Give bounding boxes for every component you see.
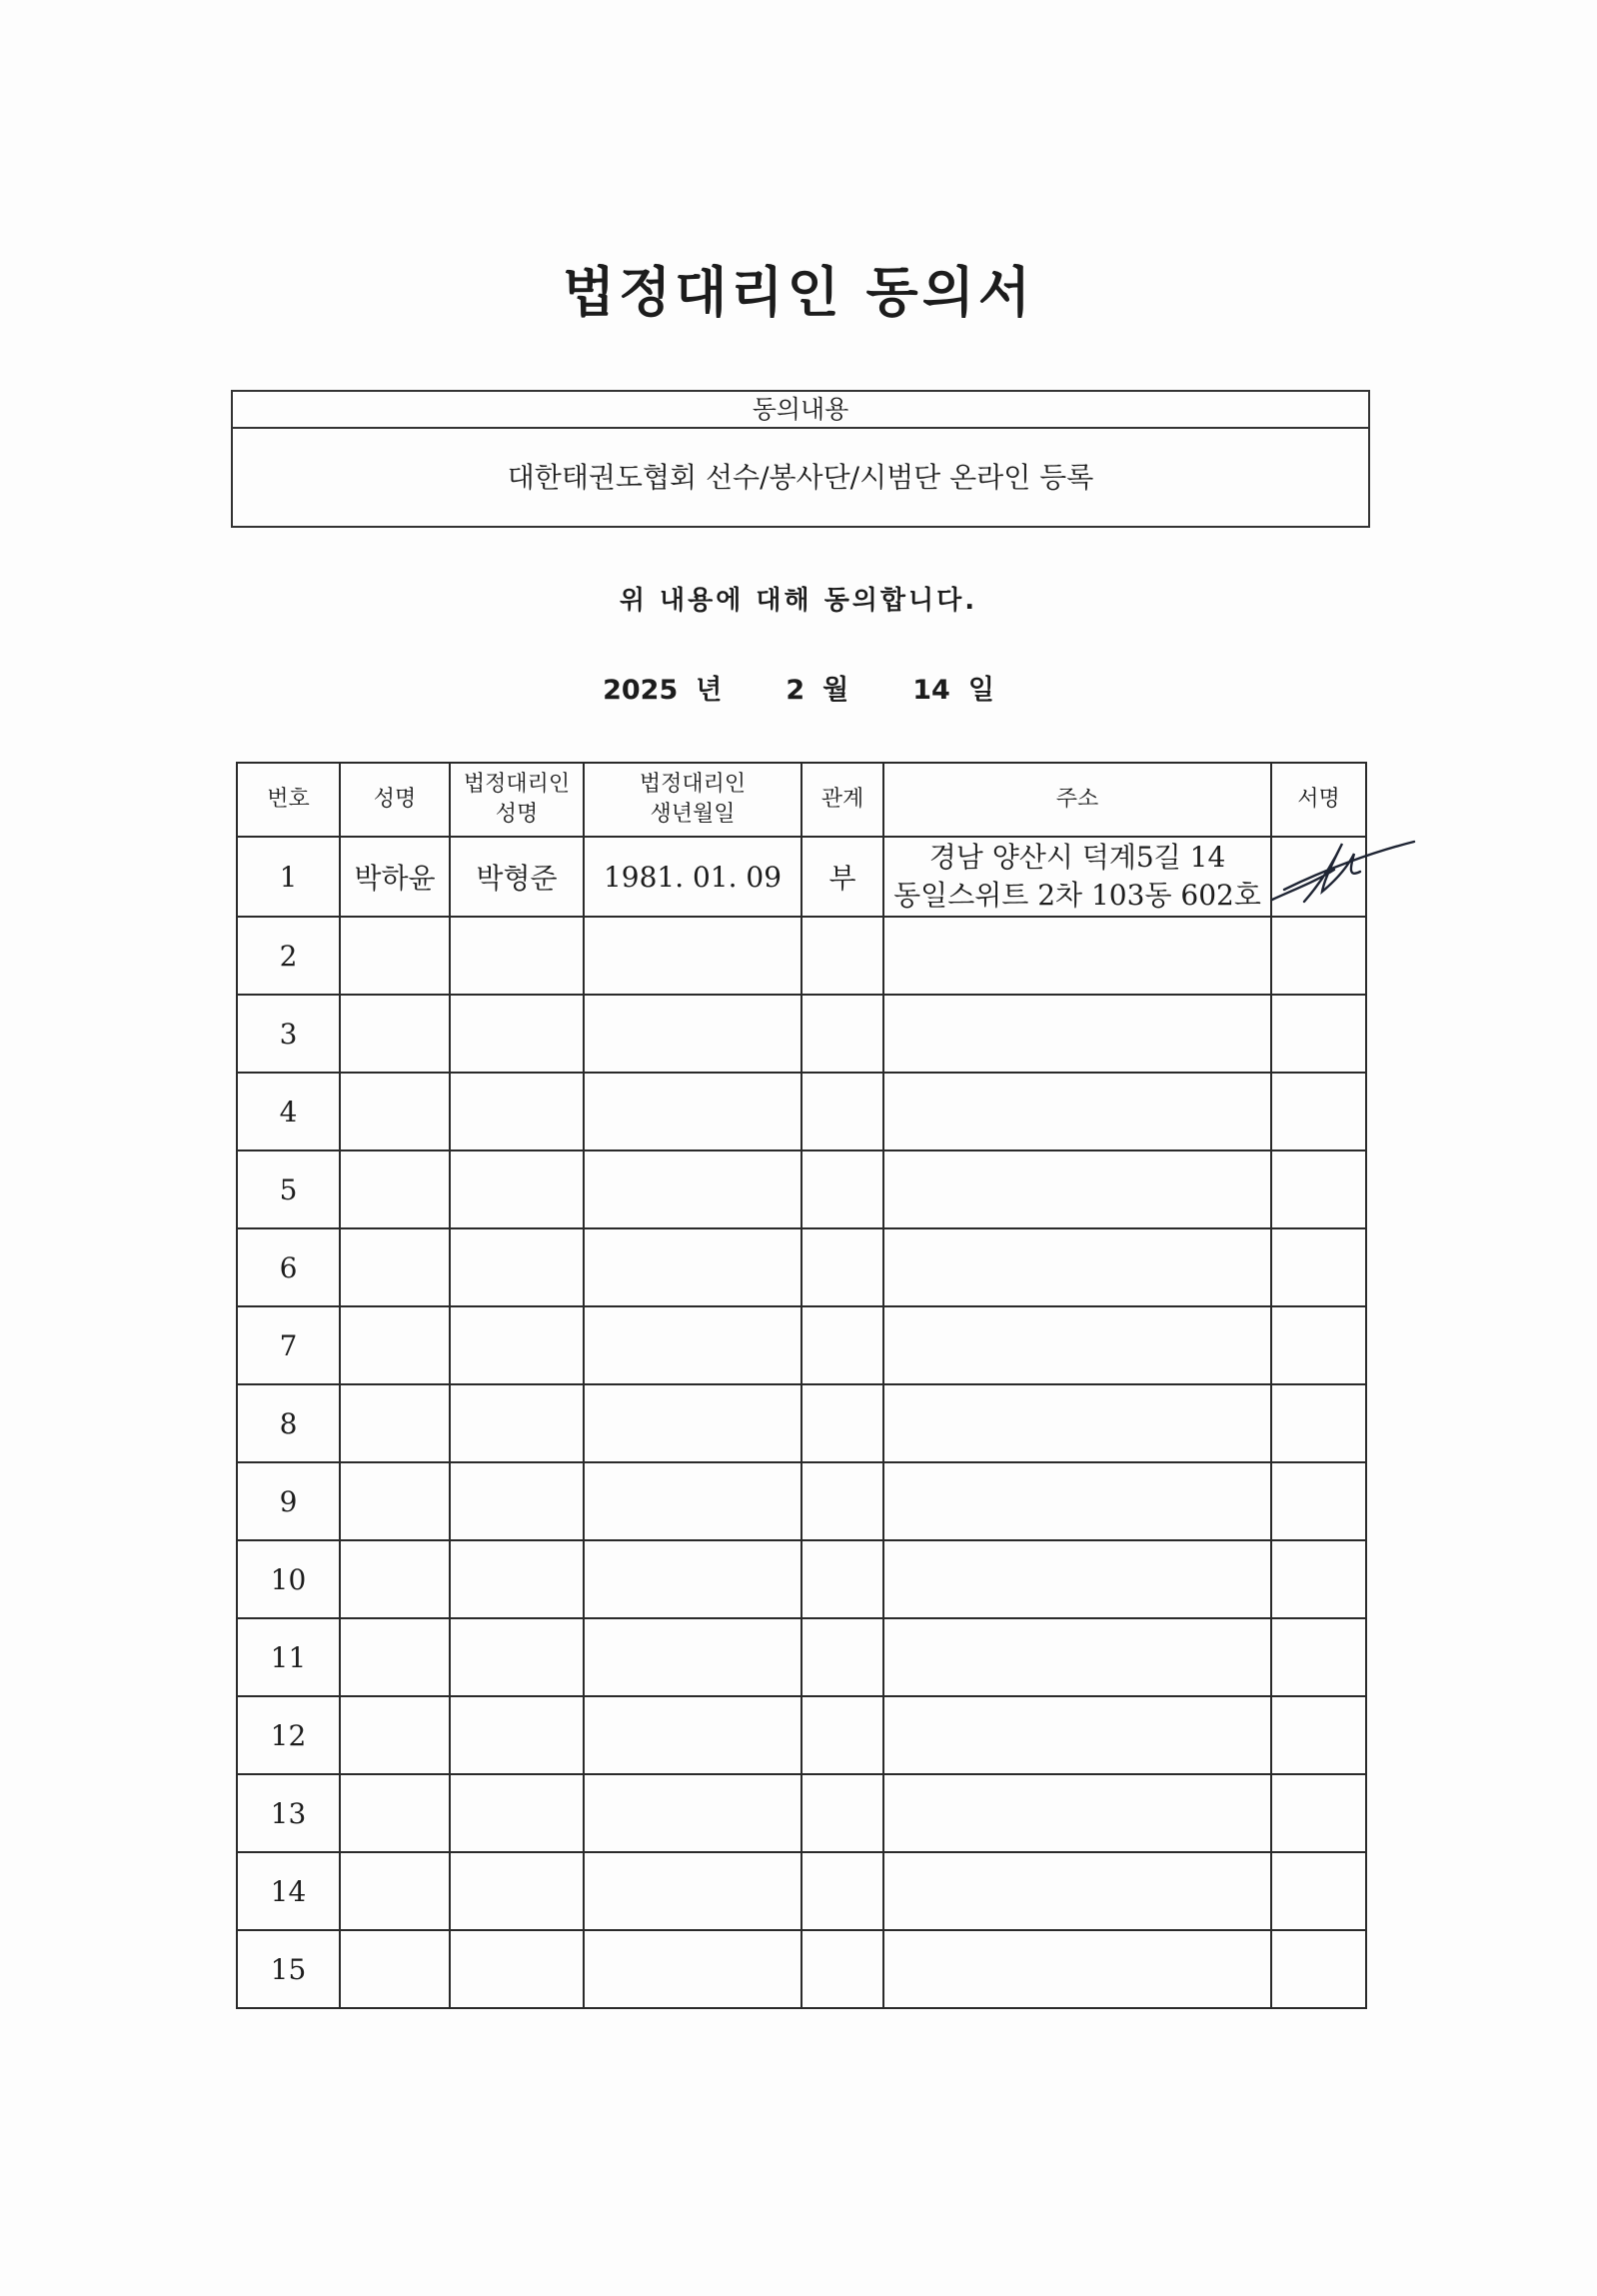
cell-empty — [1271, 995, 1366, 1073]
cell-empty — [801, 995, 883, 1073]
cell-empty — [801, 1384, 883, 1462]
cell-empty — [801, 1696, 883, 1774]
cell-no: 10 — [237, 1540, 340, 1618]
consent-box — [231, 390, 1370, 528]
cell-empty — [1271, 1930, 1366, 2008]
header-address: 주소 — [883, 763, 1271, 837]
table-row — [237, 1384, 1366, 1462]
cell-empty — [1271, 1852, 1366, 1930]
cell-no: 8 — [237, 1384, 340, 1462]
header-guardian-name — [450, 763, 584, 837]
cell-no: 14 — [237, 1852, 340, 1930]
cell-empty — [1271, 1618, 1366, 1696]
cell-empty — [801, 1852, 883, 1930]
cell-address — [883, 837, 1271, 917]
header-guardian-name-line2: 성명 — [495, 802, 539, 827]
cell-empty — [450, 1540, 584, 1618]
cell-empty — [340, 1618, 450, 1696]
cell-empty — [340, 1384, 450, 1462]
cell-empty — [1271, 917, 1366, 995]
cell-name: 박하윤 — [340, 837, 450, 917]
cell-guardian: 박형준 — [450, 837, 584, 917]
cell-empty — [450, 1696, 584, 1774]
cell-empty — [450, 1618, 584, 1696]
cell-empty — [801, 1774, 883, 1852]
table-row — [237, 917, 1366, 995]
cell-empty — [340, 1073, 450, 1150]
cell-no: 3 — [237, 995, 340, 1073]
cell-empty — [584, 1540, 801, 1618]
cell-empty — [340, 1228, 450, 1306]
table-row — [237, 1618, 1366, 1696]
cell-empty — [883, 1930, 1271, 2008]
table-row — [237, 995, 1366, 1073]
cell-empty — [801, 1540, 883, 1618]
cell-no: 9 — [237, 1462, 340, 1540]
consent-header: 동의내용 — [233, 392, 1368, 429]
agreement-statement: 위 내용에 대해 동의합니다. — [619, 586, 978, 616]
cell-no: 1 — [237, 837, 340, 917]
cell-empty — [584, 1774, 801, 1852]
consent-body: 대한태권도협회 선수/봉사단/시범단 온라인 등록 — [507, 461, 1094, 494]
cell-birth: 1981. 01. 09 — [584, 837, 801, 917]
cell-empty — [450, 1774, 584, 1852]
cell-empty — [883, 1696, 1271, 1774]
cell-empty — [883, 1306, 1271, 1384]
header-name: 성명 — [340, 763, 450, 837]
table-row — [237, 837, 1366, 917]
cell-empty — [584, 1696, 801, 1774]
cell-empty — [801, 1930, 883, 2008]
guardian-table — [236, 762, 1367, 2009]
cell-empty — [883, 917, 1271, 995]
cell-empty — [450, 1462, 584, 1540]
cell-empty — [450, 1306, 584, 1384]
date-line — [0, 668, 1597, 707]
cell-no: 7 — [237, 1306, 340, 1384]
table-row — [237, 1150, 1366, 1228]
table-row — [237, 1306, 1366, 1384]
date-day-unit: 일 — [967, 675, 994, 706]
table-row — [237, 1774, 1366, 1852]
cell-empty — [584, 1852, 801, 1930]
date-day: 14 — [912, 675, 950, 706]
table-row — [237, 1696, 1366, 1774]
cell-empty — [801, 917, 883, 995]
cell-no: 15 — [237, 1930, 340, 2008]
table-row — [237, 1228, 1366, 1306]
cell-no: 2 — [237, 917, 340, 995]
table-header-row — [237, 763, 1366, 837]
cell-empty — [340, 1696, 450, 1774]
address-line1: 경남 양산시 덕계5길 14 — [928, 841, 1226, 874]
cell-empty — [801, 1150, 883, 1228]
table-row — [237, 1930, 1366, 2008]
header-signature: 서명 — [1271, 763, 1366, 837]
cell-no: 6 — [237, 1228, 340, 1306]
cell-no: 5 — [237, 1150, 340, 1228]
cell-empty — [801, 1618, 883, 1696]
cell-empty — [340, 1306, 450, 1384]
cell-empty — [883, 1540, 1271, 1618]
cell-empty — [801, 1073, 883, 1150]
document-title: 법정대리인 동의서 — [562, 261, 1035, 324]
cell-no: 12 — [237, 1696, 340, 1774]
cell-empty — [340, 1774, 450, 1852]
cell-empty — [883, 1384, 1271, 1462]
cell-empty — [1271, 1774, 1366, 1852]
cell-empty — [340, 917, 450, 995]
table-row — [237, 1073, 1366, 1150]
cell-empty — [883, 995, 1271, 1073]
cell-empty — [883, 1618, 1271, 1696]
cell-empty — [1271, 1306, 1366, 1384]
cell-empty — [584, 917, 801, 995]
cell-empty — [883, 1462, 1271, 1540]
cell-relation: 부 — [801, 837, 883, 917]
cell-empty — [450, 995, 584, 1073]
cell-empty — [1271, 1228, 1366, 1306]
cell-empty — [1271, 1150, 1366, 1228]
cell-empty — [1271, 1462, 1366, 1540]
header-relation: 관계 — [801, 763, 883, 837]
cell-empty — [883, 1852, 1271, 1930]
cell-empty — [584, 1073, 801, 1150]
cell-no: 11 — [237, 1618, 340, 1696]
table-row — [237, 1462, 1366, 1540]
cell-empty — [340, 1852, 450, 1930]
cell-empty — [340, 1930, 450, 2008]
cell-empty — [801, 1462, 883, 1540]
date-year-unit: 년 — [696, 675, 723, 706]
cell-no: 13 — [237, 1774, 340, 1852]
cell-empty — [584, 1150, 801, 1228]
cell-empty — [450, 917, 584, 995]
cell-empty — [584, 1228, 801, 1306]
date-month-unit: 월 — [822, 675, 849, 706]
header-guardian-birth — [584, 763, 801, 837]
cell-empty — [450, 1228, 584, 1306]
table-row — [237, 1540, 1366, 1618]
cell-empty — [883, 1774, 1271, 1852]
cell-empty — [584, 1930, 801, 2008]
cell-empty — [584, 1462, 801, 1540]
cell-empty — [340, 1150, 450, 1228]
cell-empty — [801, 1306, 883, 1384]
cell-empty — [340, 1540, 450, 1618]
date-month: 2 — [786, 675, 805, 706]
handwritten-signature — [1264, 830, 1414, 920]
cell-empty — [450, 1150, 584, 1228]
cell-empty — [450, 1852, 584, 1930]
cell-empty — [340, 1462, 450, 1540]
cell-empty — [883, 1228, 1271, 1306]
cell-empty — [801, 1228, 883, 1306]
cell-signature — [1271, 837, 1366, 917]
cell-empty — [1271, 1384, 1366, 1462]
cell-empty — [450, 1073, 584, 1150]
table-row — [237, 1852, 1366, 1930]
date-year: 2025 — [603, 675, 679, 706]
cell-empty — [450, 1930, 584, 2008]
address-line2: 동일스위트 2차 103동 602호 — [893, 879, 1261, 912]
cell-empty — [584, 995, 801, 1073]
cell-empty — [1271, 1696, 1366, 1774]
header-guardian-name-line1: 법정대리인 — [463, 772, 571, 797]
header-guardian-birth-line1: 법정대리인 — [639, 772, 747, 797]
cell-no: 4 — [237, 1073, 340, 1150]
cell-empty — [584, 1306, 801, 1384]
cell-empty — [1271, 1073, 1366, 1150]
cell-empty — [450, 1384, 584, 1462]
cell-empty — [584, 1384, 801, 1462]
cell-empty — [340, 995, 450, 1073]
header-guardian-birth-line2: 생년월일 — [650, 802, 736, 827]
cell-empty — [883, 1073, 1271, 1150]
cell-empty — [883, 1150, 1271, 1228]
cell-empty — [584, 1618, 801, 1696]
header-no: 번호 — [237, 763, 340, 837]
cell-empty — [1271, 1540, 1366, 1618]
